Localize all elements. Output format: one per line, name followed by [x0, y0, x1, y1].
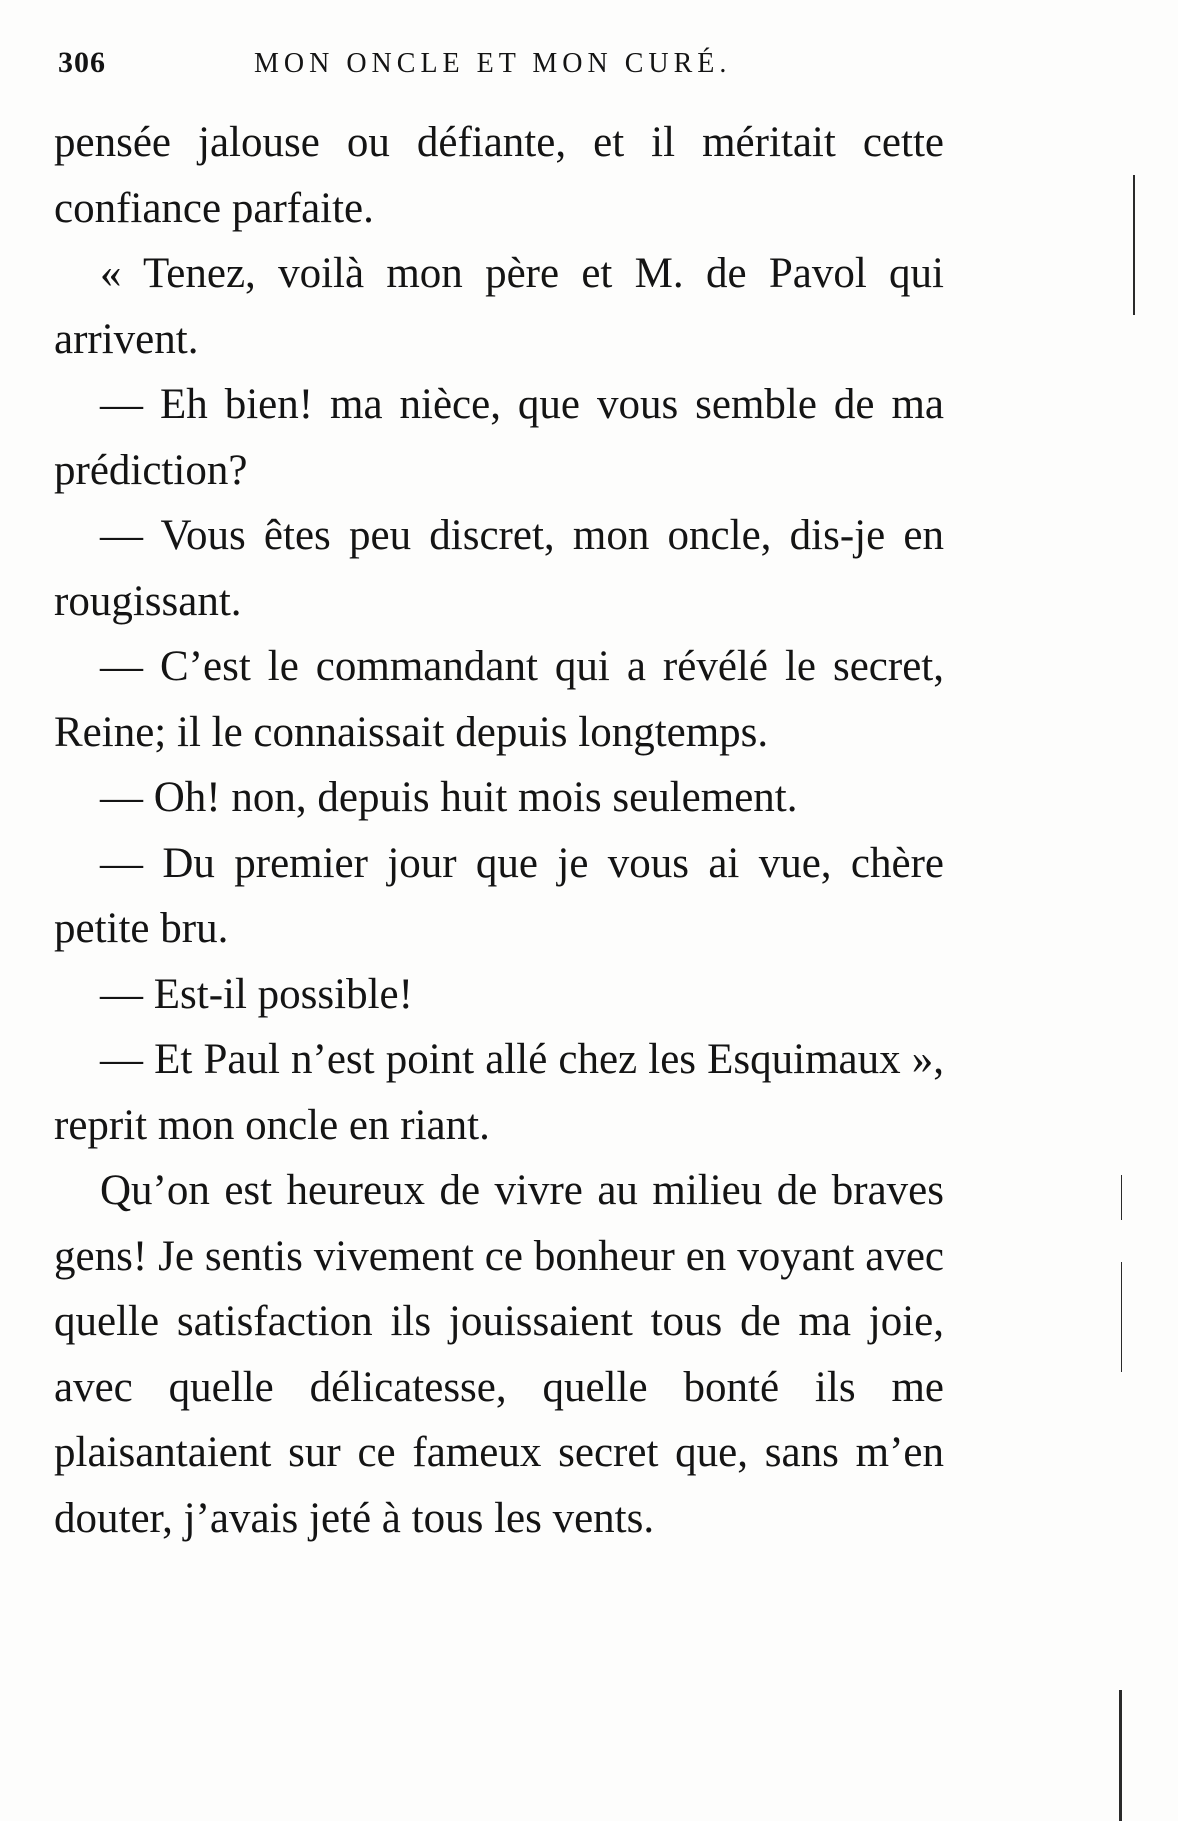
body-text [54, 110, 944, 1551]
paragraph-dialogue: — Est-il possible! [100, 970, 413, 1018]
scan-mark [1133, 175, 1135, 315]
paragraph-dialogue: — Et Paul n’est point allé chez les Esquimaux », reprit mon oncle en riant. [54, 1036, 944, 1149]
paragraph-dialogue: — C’est le commandant qui a révélé le secret, Reine; il le connaissait depuis longtemps. [54, 643, 944, 756]
paragraph-dialogue: « Tenez, voilà mon père et M. de Pavol qui arrivent. [54, 250, 944, 363]
paragraph-continuation: pensée jalouse ou défiante, et il méritait cette confiance parfaite. [54, 119, 944, 232]
page-header [54, 46, 954, 86]
running-title: MON ONCLE ET MON CURÉ. [254, 48, 732, 79]
scan-mark [1121, 1262, 1122, 1372]
scan-mark [1121, 1175, 1122, 1220]
page-number: 306 [58, 46, 106, 79]
paragraph-dialogue: — Du premier jour que je vous ai vue, chère petite bru. [54, 839, 944, 952]
paragraph-dialogue: — Oh! non, depuis huit mois seulement. [100, 774, 798, 821]
paragraph-narration: Qu’on est heureux de vivre au milieu de braves gens! Je sentis vivement ce bonheur en voyant avec quelle satisfaction ils jouissaient tous de ma joie, avec quelle délicatesse, quelle bonté ils me plaisantaient sur ce fameux secret que, sans m’en douter, j’avais jeté à tous les vents. [54, 1167, 944, 1542]
paragraph-dialogue: — Eh bien! ma nièce, que vous semble de ma prédiction? [54, 381, 944, 494]
paragraph-dialogue: — Vous êtes peu discret, mon oncle, dis-je en rougissant. [54, 512, 944, 625]
scan-mark [1119, 1690, 1122, 1821]
